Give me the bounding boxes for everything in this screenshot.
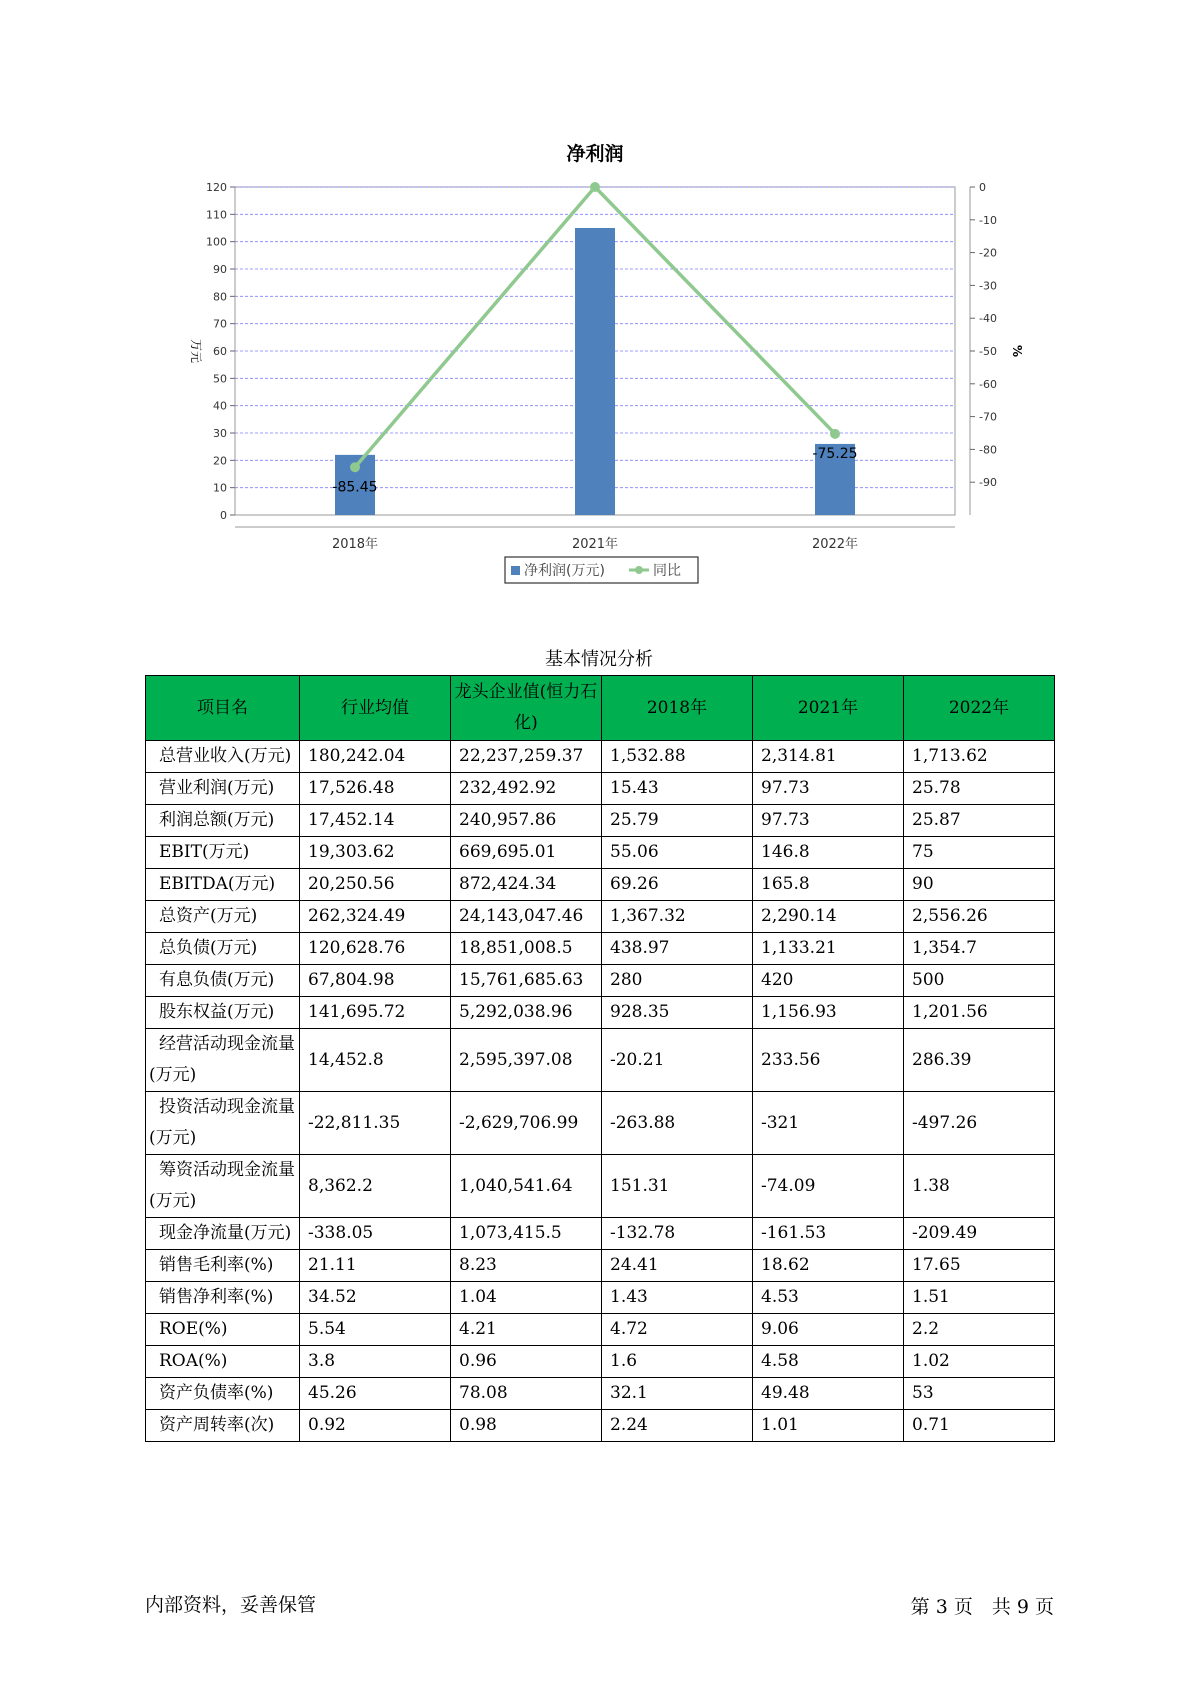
y-axis-left-label: 万元 bbox=[189, 338, 203, 364]
table-cell: 34.52 bbox=[300, 1282, 451, 1314]
left-tick-label: 90 bbox=[213, 263, 227, 276]
right-tick-label: -30 bbox=[979, 279, 997, 293]
row-label: EBIT(万元) bbox=[146, 837, 300, 869]
table-cell: 233.56 bbox=[753, 1029, 904, 1092]
table-cell: 20,250.56 bbox=[300, 869, 451, 901]
table-cell: 180,242.04 bbox=[300, 741, 451, 773]
table-row bbox=[146, 933, 1055, 965]
table-cell: -497.26 bbox=[904, 1092, 1055, 1155]
table-cell: 1,156.93 bbox=[753, 997, 904, 1029]
table-cell: 1,201.56 bbox=[904, 997, 1055, 1029]
left-tick-label: 10 bbox=[213, 481, 227, 495]
table-cell: 15,761,685.63 bbox=[451, 965, 602, 997]
row-label: EBITDA(万元) bbox=[146, 869, 300, 901]
table-cell: 17,452.14 bbox=[300, 805, 451, 837]
table-title: 基本情况分析 bbox=[545, 649, 653, 670]
table-cell: 262,324.49 bbox=[300, 901, 451, 933]
table-row bbox=[146, 1029, 1055, 1092]
table-cell: 17.65 bbox=[904, 1250, 1055, 1282]
table-cell: 75 bbox=[904, 837, 1055, 869]
left-tick-label: 50 bbox=[213, 372, 227, 386]
row-label: ROE(%) bbox=[146, 1314, 300, 1346]
table-cell: 1.43 bbox=[602, 1282, 753, 1314]
table-row bbox=[146, 1250, 1055, 1282]
row-label: 经营活动现金流量(万元) bbox=[146, 1029, 300, 1092]
table-cell: 97.73 bbox=[753, 773, 904, 805]
table-header-row bbox=[146, 676, 1055, 741]
table-cell: 286.39 bbox=[904, 1029, 1055, 1092]
right-tick-label: -10 bbox=[979, 213, 997, 227]
table-cell: 2,314.81 bbox=[753, 741, 904, 773]
table-cell: 4.21 bbox=[451, 1314, 602, 1346]
table-cell: 0.98 bbox=[451, 1410, 602, 1442]
table-cell: 8,362.2 bbox=[300, 1155, 451, 1218]
left-tick-label: 70 bbox=[213, 317, 227, 331]
header-2022: 2022年 bbox=[904, 676, 1055, 741]
row-label: 总营业收入(万元) bbox=[146, 741, 300, 773]
left-tick-label: 40 bbox=[213, 399, 227, 413]
table-row bbox=[146, 1092, 1055, 1155]
left-tick-label: 120 bbox=[206, 181, 227, 194]
table-cell: 0.71 bbox=[904, 1410, 1055, 1442]
table-cell: 165.8 bbox=[753, 869, 904, 901]
table-cell: 78.08 bbox=[451, 1378, 602, 1410]
yoy-point-1 bbox=[590, 182, 600, 192]
table-cell: 2,290.14 bbox=[753, 901, 904, 933]
row-label: 现金净流量(万元) bbox=[146, 1218, 300, 1250]
header-leader-value: 龙头企业值(恒力石化) bbox=[451, 676, 602, 741]
table-cell: 69.26 bbox=[602, 869, 753, 901]
row-label: 投资活动现金流量(万元) bbox=[146, 1092, 300, 1155]
right-tick-label: -40 bbox=[979, 312, 997, 326]
table-row bbox=[146, 1346, 1055, 1378]
row-label: 营业利润(万元) bbox=[146, 773, 300, 805]
table-cell: 1.02 bbox=[904, 1346, 1055, 1378]
table-cell: -2,629,706.99 bbox=[451, 1092, 602, 1155]
left-tick-label: 30 bbox=[213, 427, 227, 440]
table-cell: 49.48 bbox=[753, 1378, 904, 1410]
table-cell: 2,556.26 bbox=[904, 901, 1055, 933]
table-cell: 1,713.62 bbox=[904, 741, 1055, 773]
table-cell: 141,695.72 bbox=[300, 997, 451, 1029]
table-cell: 120,628.76 bbox=[300, 933, 451, 965]
table-cell: 5.54 bbox=[300, 1314, 451, 1346]
table-row bbox=[146, 1378, 1055, 1410]
right-tick-label: -90 bbox=[979, 476, 997, 490]
table-cell: 25.79 bbox=[602, 805, 753, 837]
legend-bar-label: 净利润(万元) bbox=[524, 563, 605, 579]
table-cell: -74.09 bbox=[753, 1155, 904, 1218]
table-cell: 67,804.98 bbox=[300, 965, 451, 997]
table-cell: 1.6 bbox=[602, 1346, 753, 1378]
table-cell: 17,526.48 bbox=[300, 773, 451, 805]
table-cell: 5,292,038.96 bbox=[451, 997, 602, 1029]
table-cell: 232,492.92 bbox=[451, 773, 602, 805]
table-cell: 146.8 bbox=[753, 837, 904, 869]
table-cell: 2.24 bbox=[602, 1410, 753, 1442]
legend-bar-swatch bbox=[511, 566, 520, 575]
table-cell: 1,073,415.5 bbox=[451, 1218, 602, 1250]
table-cell: 8.23 bbox=[451, 1250, 602, 1282]
table-cell: 928.35 bbox=[602, 997, 753, 1029]
table-row bbox=[146, 805, 1055, 837]
table-cell: 4.72 bbox=[602, 1314, 753, 1346]
bar-1 bbox=[575, 228, 615, 515]
table-cell: 1,367.32 bbox=[602, 901, 753, 933]
row-label: 资产周转率(次) bbox=[146, 1410, 300, 1442]
table-row bbox=[146, 741, 1055, 773]
table-cell: -209.49 bbox=[904, 1218, 1055, 1250]
table-cell: 32.1 bbox=[602, 1378, 753, 1410]
table-cell: -132.78 bbox=[602, 1218, 753, 1250]
table-cell: 97.73 bbox=[753, 805, 904, 837]
table-cell: 4.53 bbox=[753, 1282, 904, 1314]
row-label: 销售毛利率(%) bbox=[146, 1250, 300, 1282]
left-tick-label: 80 bbox=[213, 290, 227, 304]
legend-line-label: 同比 bbox=[653, 563, 681, 579]
table-cell: 1.04 bbox=[451, 1282, 602, 1314]
row-label: 筹资活动现金流量(万元) bbox=[146, 1155, 300, 1218]
right-tick-label: -80 bbox=[979, 443, 997, 457]
table-cell: 53 bbox=[904, 1378, 1055, 1410]
table-cell: 872,424.34 bbox=[451, 869, 602, 901]
table-cell: 420 bbox=[753, 965, 904, 997]
row-label: 有息负债(万元) bbox=[146, 965, 300, 997]
table-cell: 90 bbox=[904, 869, 1055, 901]
table-cell: 438.97 bbox=[602, 933, 753, 965]
table-cell: 0.92 bbox=[300, 1410, 451, 1442]
table-cell: 240,957.86 bbox=[451, 805, 602, 837]
table-row bbox=[146, 901, 1055, 933]
table-cell: -338.05 bbox=[300, 1218, 451, 1250]
x-tick-label: 2018年 bbox=[331, 537, 379, 552]
left-tick-label: 60 bbox=[213, 345, 227, 358]
row-label: 资产负债率(%) bbox=[146, 1378, 300, 1410]
header-industry-avg: 行业均值 bbox=[300, 676, 451, 741]
table-cell: 55.06 bbox=[602, 837, 753, 869]
row-label: 股东权益(万元) bbox=[146, 997, 300, 1029]
table-cell: 669,695.01 bbox=[451, 837, 602, 869]
legend-line-marker bbox=[635, 566, 643, 574]
footer-confidential-note: 内部资料，妥善保管 bbox=[145, 1594, 317, 1616]
table-cell: -20.21 bbox=[602, 1029, 753, 1092]
table-cell: -263.88 bbox=[602, 1092, 753, 1155]
table-cell: 4.58 bbox=[753, 1346, 904, 1378]
table-row bbox=[146, 869, 1055, 901]
table-cell: 25.78 bbox=[904, 773, 1055, 805]
table-cell: 25.87 bbox=[904, 805, 1055, 837]
table-row bbox=[146, 997, 1055, 1029]
footer-page-number: 第 3 页 共 9 页 bbox=[910, 1596, 1054, 1618]
table-cell: 19,303.62 bbox=[300, 837, 451, 869]
table-cell: 151.31 bbox=[602, 1155, 753, 1218]
right-tick-label: -60 bbox=[979, 377, 997, 391]
yoy-point-2 bbox=[830, 429, 840, 439]
row-label: 利润总额(万元) bbox=[146, 805, 300, 837]
table-row bbox=[146, 1410, 1055, 1442]
yoy-point-0 bbox=[350, 462, 360, 472]
table-cell: 3.8 bbox=[300, 1346, 451, 1378]
row-label: ROA(%) bbox=[146, 1346, 300, 1378]
row-label: 总负债(万元) bbox=[146, 933, 300, 965]
header-2018: 2018年 bbox=[602, 676, 753, 741]
row-label: 总资产(万元) bbox=[146, 901, 300, 933]
table-cell: -321 bbox=[753, 1092, 904, 1155]
row-label: 销售净利率(%) bbox=[146, 1282, 300, 1314]
table-cell: 18,851,008.5 bbox=[451, 933, 602, 965]
table-row bbox=[146, 1155, 1055, 1218]
table-cell: 21.11 bbox=[300, 1250, 451, 1282]
table-cell: 45.26 bbox=[300, 1378, 451, 1410]
table-row bbox=[146, 965, 1055, 997]
table-cell: 1.01 bbox=[753, 1410, 904, 1442]
basic-analysis-table bbox=[145, 675, 1055, 1442]
table-cell: 1,354.7 bbox=[904, 933, 1055, 965]
table-cell: 18.62 bbox=[753, 1250, 904, 1282]
table-cell: 500 bbox=[904, 965, 1055, 997]
x-tick-label: 2021年 bbox=[571, 537, 619, 552]
header-item-name: 项目名 bbox=[146, 676, 300, 741]
table-row bbox=[146, 1282, 1055, 1314]
table-cell: 2.2 bbox=[904, 1314, 1055, 1346]
chart-title: 净利润 bbox=[566, 143, 624, 165]
left-tick-label: 110 bbox=[206, 208, 227, 222]
left-tick-label: 20 bbox=[213, 454, 227, 468]
right-tick-label: -50 bbox=[979, 345, 997, 358]
table-row bbox=[146, 1314, 1055, 1346]
table-cell: -22,811.35 bbox=[300, 1092, 451, 1155]
table-row bbox=[146, 773, 1055, 805]
right-tick-label: -20 bbox=[979, 246, 997, 260]
left-tick-label: 100 bbox=[206, 235, 227, 249]
table-cell: 22,237,259.37 bbox=[451, 741, 602, 773]
left-tick-label: 0 bbox=[220, 509, 227, 522]
table-cell: 14,452.8 bbox=[300, 1029, 451, 1092]
y-axis-right-label: % bbox=[1010, 344, 1024, 358]
table-cell: 24.41 bbox=[602, 1250, 753, 1282]
table-row bbox=[146, 1218, 1055, 1250]
table-cell: 2,595,397.08 bbox=[451, 1029, 602, 1092]
yoy-point-label-0: -85.45 bbox=[332, 479, 378, 496]
table-cell: 1.38 bbox=[904, 1155, 1055, 1218]
yoy-point-label-2: -75.25 bbox=[812, 445, 858, 462]
table-cell: -161.53 bbox=[753, 1218, 904, 1250]
table-cell: 280 bbox=[602, 965, 753, 997]
header-2021: 2021年 bbox=[753, 676, 904, 741]
table-cell: 1,133.21 bbox=[753, 933, 904, 965]
table-cell: 9.06 bbox=[753, 1314, 904, 1346]
table-cell: 1,040,541.64 bbox=[451, 1155, 602, 1218]
table-cell: 1,532.88 bbox=[602, 741, 753, 773]
net-profit-chart bbox=[150, 130, 1050, 610]
table-cell: 15.43 bbox=[602, 773, 753, 805]
x-tick-label: 2022年 bbox=[811, 537, 859, 552]
table-cell: 1.51 bbox=[904, 1282, 1055, 1314]
table-cell: 0.96 bbox=[451, 1346, 602, 1378]
right-tick-label: 0 bbox=[979, 181, 986, 194]
right-tick-label: -70 bbox=[979, 410, 997, 424]
table-row bbox=[146, 837, 1055, 869]
table-cell: 24,143,047.46 bbox=[451, 901, 602, 933]
